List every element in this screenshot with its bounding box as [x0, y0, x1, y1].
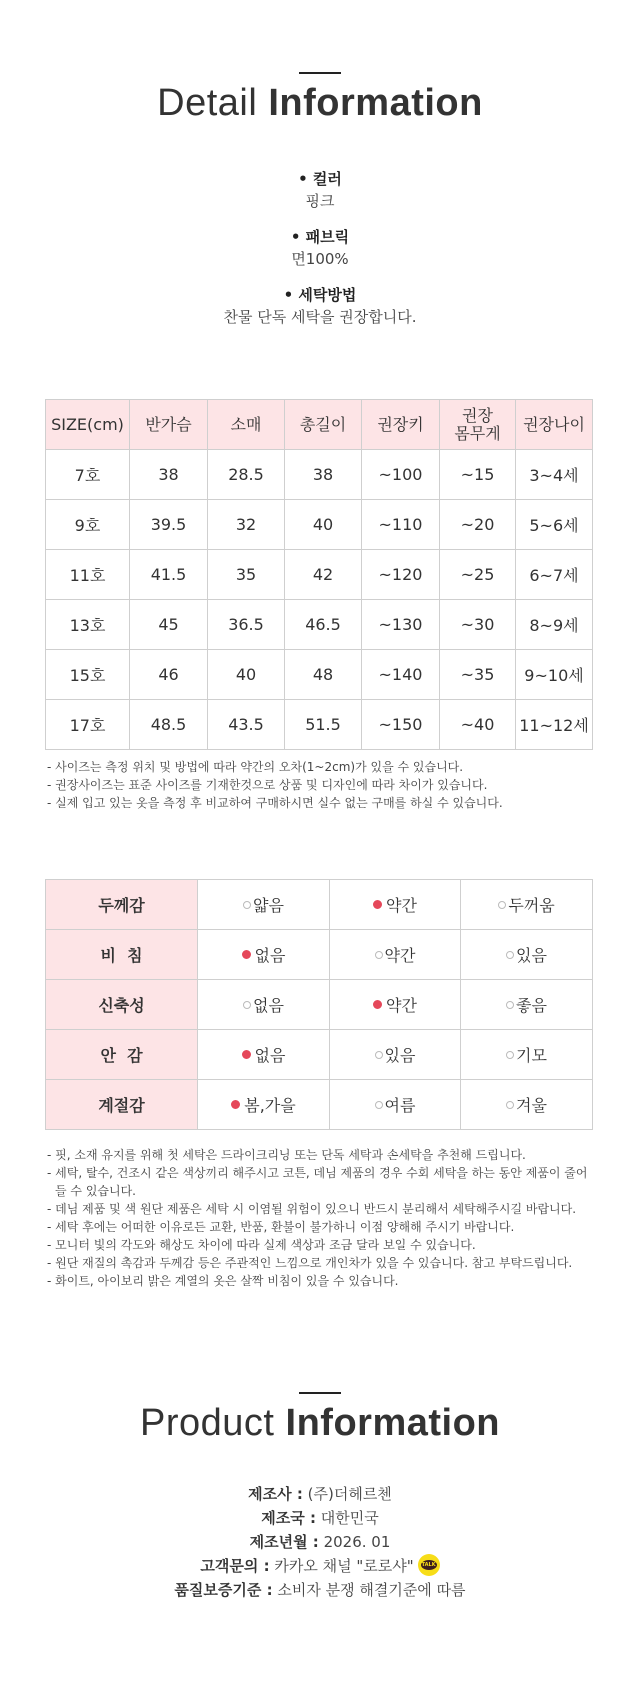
- title-rule: [299, 72, 341, 74]
- note-line: - 세탁 후에는 어떠한 이유로든 교환, 반품, 환불이 불가하니 이점 양해해 주시기 바랍니다.: [47, 1220, 515, 1234]
- table-cell: ~140: [362, 650, 440, 700]
- feel-option[interactable]: [198, 880, 330, 930]
- feel-option-label: 기모: [516, 1046, 547, 1065]
- table-cell: 42: [285, 550, 362, 600]
- spec-value: 찬물 단독 세탁을 권장합니다.: [223, 308, 417, 326]
- feel-option[interactable]: [198, 930, 330, 980]
- table-cell: 38: [285, 450, 362, 500]
- kakao-talk-icon-text: TALK: [421, 1561, 436, 1568]
- product-key: 고객문의 :: [200, 1557, 270, 1575]
- feel-option-label: 있음: [516, 946, 547, 965]
- product-row: [0, 1506, 640, 1530]
- table-cell: 3~4세: [516, 450, 593, 500]
- product-title-bold: Information: [285, 1402, 500, 1444]
- header-cell: 반가슴: [130, 400, 208, 450]
- product-row: [0, 1554, 640, 1578]
- spec-color: [0, 168, 640, 212]
- unselected-dot-icon: [375, 1051, 383, 1059]
- table-cell: 35: [208, 550, 285, 600]
- product-value: (주)더헤르첸: [302, 1485, 392, 1503]
- feel-row: [46, 1080, 593, 1130]
- note-line: - 세탁, 탈수, 건조시 같은 색상끼리 해주시고 코튼, 데님 제품의 경우 수회 세탁을 하는 동안 제품이 줄어들 수 있습니다.: [47, 1166, 588, 1198]
- table-cell: 13호: [46, 600, 130, 650]
- product-value: 2026. 01: [318, 1533, 391, 1551]
- note-line: - 모니터 빛의 각도와 해상도 차이에 따라 실제 색상과 조금 달라 보일 수 있습니다.: [47, 1238, 476, 1252]
- table-cell: ~20: [440, 500, 516, 550]
- product-value: 카카오 채널 "로로샤": [269, 1557, 414, 1575]
- detail-title-bold: Information: [268, 82, 483, 124]
- feel-label: 계절감: [46, 1080, 198, 1130]
- product-row: [0, 1530, 640, 1554]
- detail-title-light: Detail: [157, 82, 269, 124]
- title-rule: [299, 1392, 341, 1394]
- spec-washing: [0, 284, 640, 328]
- table-cell: ~40: [440, 700, 516, 750]
- table-row: [46, 600, 593, 650]
- table-cell: 43.5: [208, 700, 285, 750]
- table-row: [46, 450, 593, 500]
- size-table: [45, 399, 593, 750]
- feel-option-label: 없음: [254, 946, 286, 965]
- spec-fabric: [0, 226, 640, 270]
- table-row: [46, 700, 593, 750]
- spec-label: • 패브릭: [290, 228, 350, 246]
- table-cell: 46.5: [285, 600, 362, 650]
- spec-label: • 컬러: [298, 170, 342, 188]
- table-row: [46, 650, 593, 700]
- feel-label: 신축성: [46, 980, 198, 1030]
- feel-option[interactable]: [198, 980, 330, 1030]
- table-cell: 9~10세: [516, 650, 593, 700]
- table-cell: ~15: [440, 450, 516, 500]
- table-cell: 45: [130, 600, 208, 650]
- product-key: 제조사 :: [248, 1485, 303, 1503]
- unselected-dot-icon: [243, 1001, 251, 1009]
- table-cell: 8~9세: [516, 600, 593, 650]
- feel-option-label: 약간: [386, 996, 417, 1015]
- feel-option-label: 여름: [384, 1096, 416, 1115]
- table-cell: ~130: [362, 600, 440, 650]
- feel-option[interactable]: [461, 1080, 593, 1130]
- table-cell: 28.5: [208, 450, 285, 500]
- note-line: - 화이트, 아이보리 밝은 계열의 옷은 살짝 비침이 있을 수 있습니다.: [47, 1274, 399, 1288]
- feel-table-body: [46, 880, 593, 1130]
- table-cell: 40: [208, 650, 285, 700]
- feel-option[interactable]: [198, 1080, 330, 1130]
- selected-dot-icon: [242, 1050, 251, 1059]
- feel-option[interactable]: [330, 880, 461, 930]
- product-row: [0, 1482, 640, 1506]
- note-line: - 핏, 소재 유지를 위해 첫 세탁은 드라이크리닝 또는 단독 세탁과 손세탁을 추천해 드립니다.: [47, 1148, 526, 1162]
- table-cell: ~100: [362, 450, 440, 500]
- size-table-header: [46, 400, 593, 450]
- kakao-talk-icon[interactable]: [418, 1554, 440, 1576]
- feel-row: [46, 880, 593, 930]
- table-cell: 39.5: [130, 500, 208, 550]
- header-cell: 총길이: [285, 400, 362, 450]
- feel-option[interactable]: [461, 1030, 593, 1080]
- table-cell: 48.5: [130, 700, 208, 750]
- feel-option[interactable]: [198, 1030, 330, 1080]
- feel-option-label: 얇음: [253, 896, 284, 915]
- unselected-dot-icon: [375, 951, 383, 959]
- product-title: [0, 1400, 640, 1445]
- spec-list: [0, 168, 640, 342]
- unselected-dot-icon: [506, 1001, 514, 1009]
- feel-option-label: 봄,가을: [244, 1096, 296, 1115]
- unselected-dot-icon: [506, 1051, 514, 1059]
- note-line: - 권장사이즈는 표준 사이즈를 기재한것으로 상품 및 디자인에 따라 차이가 있습니다.: [47, 778, 488, 792]
- feel-row: [46, 1030, 593, 1080]
- feel-option-label: 겨울: [516, 1096, 547, 1115]
- table-cell: 48: [285, 650, 362, 700]
- feel-option[interactable]: [330, 1030, 461, 1080]
- selected-dot-icon: [373, 900, 382, 909]
- unselected-dot-icon: [506, 1101, 514, 1109]
- header-cell: 권장나이: [516, 400, 593, 450]
- table-cell: 40: [285, 500, 362, 550]
- feel-label: 두께감: [46, 880, 198, 930]
- unselected-dot-icon: [506, 951, 514, 959]
- header-cell: SIZE(cm): [46, 400, 130, 450]
- table-row: [46, 500, 593, 550]
- feel-option-label: 좋음: [516, 996, 547, 1015]
- feel-option-label: 약간: [386, 896, 417, 915]
- table-cell: 38: [130, 450, 208, 500]
- table-cell: 32: [208, 500, 285, 550]
- table-cell: 51.5: [285, 700, 362, 750]
- detail-title: [0, 80, 640, 125]
- table-cell: 11호: [46, 550, 130, 600]
- feel-option[interactable]: [330, 980, 461, 1030]
- feel-option-label: 없음: [254, 1046, 286, 1065]
- table-cell: ~150: [362, 700, 440, 750]
- feel-row: [46, 980, 593, 1030]
- spec-value: 면100%: [291, 250, 349, 268]
- table-cell: ~110: [362, 500, 440, 550]
- selected-dot-icon: [231, 1100, 240, 1109]
- product-key: 제조국 :: [261, 1509, 316, 1527]
- table-cell: ~25: [440, 550, 516, 600]
- note-line: - 데님 제품 및 색 원단 제품은 세탁 시 이염될 위험이 있으니 반드시 분리해서 세탁해주시길 바랍니다.: [47, 1202, 577, 1216]
- feel-label: 비 침: [46, 930, 198, 980]
- feel-option[interactable]: [330, 1080, 461, 1130]
- table-cell: 11~12세: [516, 700, 593, 750]
- fabric-feel-table: [45, 879, 593, 1130]
- table-cell: 6~7세: [516, 550, 593, 600]
- feel-option-label: 있음: [384, 1046, 416, 1065]
- table-cell: 7호: [46, 450, 130, 500]
- table-cell: 36.5: [208, 600, 285, 650]
- note-line: - 원단 재질의 촉감과 두께감 등은 주관적인 느낌으로 개인차가 있을 수 있습니다. 참고 부탁드립니다.: [47, 1256, 573, 1270]
- selected-dot-icon: [242, 950, 251, 959]
- unselected-dot-icon: [243, 901, 251, 909]
- spec-value: 핑크: [305, 192, 335, 210]
- unselected-dot-icon: [375, 1101, 383, 1109]
- care-notes: [47, 1146, 607, 1290]
- header-cell: 소매: [208, 400, 285, 450]
- spec-label: • 세탁방법: [283, 286, 357, 304]
- note-line: - 실제 입고 있는 옷을 측정 후 비교하여 구매하시면 실수 없는 구매를 하실 수 있습니다.: [47, 796, 503, 810]
- product-title-light: Product: [139, 1402, 286, 1444]
- product-key: 품질보증기준 :: [174, 1581, 273, 1599]
- header-cell: 권장키: [362, 400, 440, 450]
- size-notes: [47, 758, 607, 812]
- table-cell: ~120: [362, 550, 440, 600]
- table-cell: ~30: [440, 600, 516, 650]
- table-cell: 17호: [46, 700, 130, 750]
- product-info: [0, 1482, 640, 1602]
- unselected-dot-icon: [498, 901, 506, 909]
- table-cell: 46: [130, 650, 208, 700]
- table-cell: ~35: [440, 650, 516, 700]
- feel-option[interactable]: [330, 930, 461, 980]
- feel-option-label: 약간: [384, 946, 416, 965]
- table-cell: 5~6세: [516, 500, 593, 550]
- feel-label: 안 감: [46, 1030, 198, 1080]
- table-row: [46, 550, 593, 600]
- note-line: - 사이즈는 측정 위치 및 방법에 따라 약간의 오차(1~2cm)가 있을 수 있습니다.: [47, 760, 464, 774]
- header-cell: 권장 몸무게: [440, 400, 516, 450]
- selected-dot-icon: [373, 1000, 382, 1009]
- feel-option[interactable]: [461, 880, 593, 930]
- feel-option[interactable]: [461, 980, 593, 1030]
- table-cell: 15호: [46, 650, 130, 700]
- product-key: 제조년월 :: [249, 1533, 319, 1551]
- table-cell: 41.5: [130, 550, 208, 600]
- feel-option-label: 없음: [253, 996, 284, 1015]
- product-value: 소비자 분쟁 해결기준에 따름: [272, 1581, 466, 1599]
- feel-option-label: 두꺼움: [508, 896, 555, 915]
- table-cell: 9호: [46, 500, 130, 550]
- feel-option[interactable]: [461, 930, 593, 980]
- product-row: [0, 1578, 640, 1602]
- feel-row: [46, 930, 593, 980]
- product-value: 대한민국: [315, 1509, 379, 1527]
